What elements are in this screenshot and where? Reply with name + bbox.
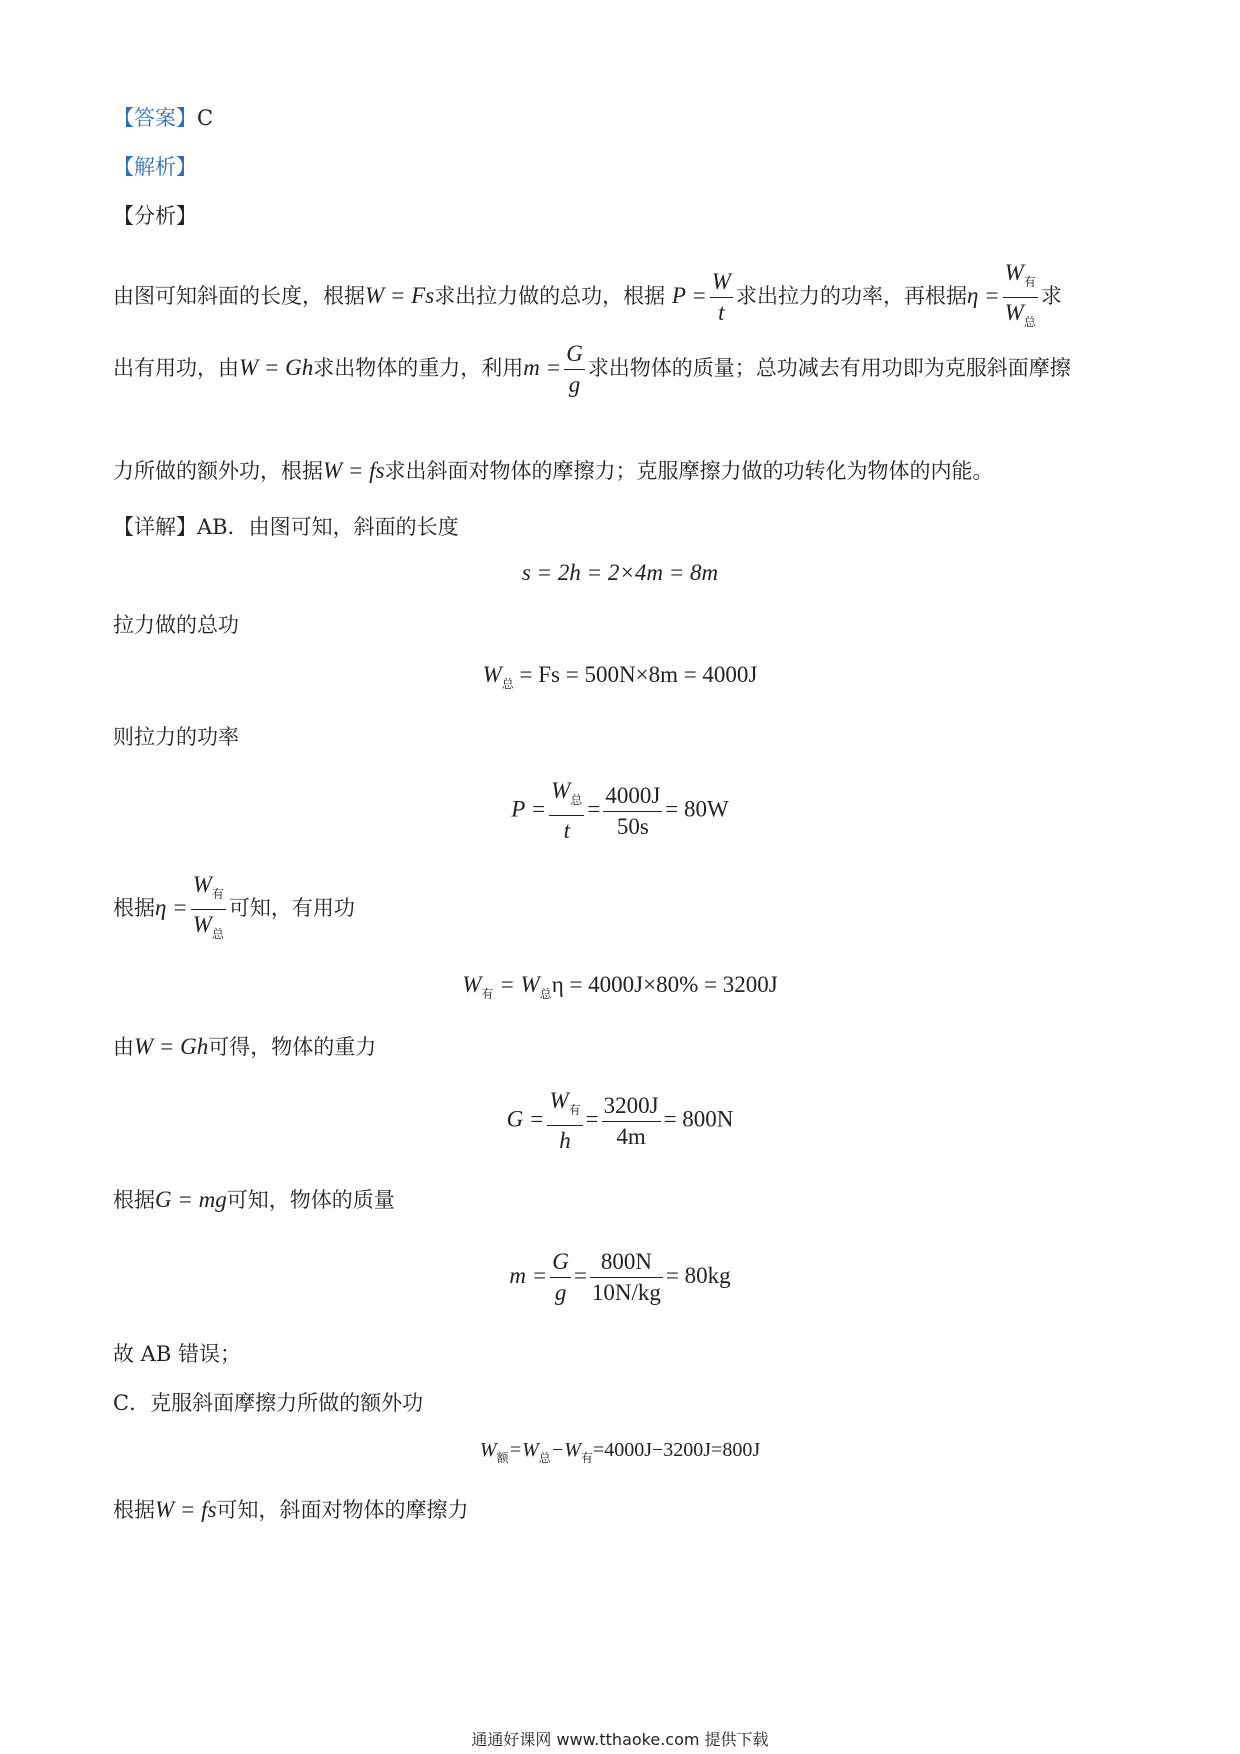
formula-w-gh: W = Gh	[239, 355, 314, 380]
fenxi-paragraph-line-1	[113, 258, 1062, 337]
subscript: 额	[496, 1451, 509, 1465]
frac-num: G	[550, 1247, 571, 1278]
subscript: 有	[1023, 275, 1036, 289]
frac-num: W	[551, 778, 571, 803]
subscript: 有	[211, 887, 224, 901]
page-footer: 通通好课网 www.tthaoke.com 提供下载	[471, 1730, 769, 1749]
eq-right: = 80W	[665, 796, 729, 822]
frac-den: g	[568, 372, 581, 397]
symbol-w: = W	[493, 972, 540, 997]
answer-label: 【答案】	[113, 106, 197, 130]
frac-num: 800N	[590, 1247, 663, 1278]
subscript: 总	[570, 793, 583, 807]
text-run: 可知，斜面对物体的摩擦力	[216, 1498, 469, 1522]
text-run: 由	[113, 1035, 134, 1059]
text-run: 求	[1040, 284, 1062, 308]
frac-num: W	[1004, 260, 1024, 285]
frac-den: t	[563, 818, 570, 843]
frac-num: W	[710, 267, 733, 298]
fraction-g-over-g	[564, 339, 585, 400]
equation-total-work	[0, 662, 1240, 692]
frac-den: t	[718, 300, 725, 325]
fraction-w-over-t	[549, 776, 584, 846]
formula-m-left: m =	[523, 355, 562, 380]
fraction-efficiency	[191, 870, 226, 949]
answer-line	[113, 103, 213, 133]
fraction-efficiency	[1003, 258, 1038, 337]
equation-length: s = 2h = 2×4m = 8m	[521, 560, 719, 585]
frac-den: h	[559, 1128, 571, 1153]
equation-mass: m = $\frac{G}{g}$ = $\frac{800N}{10N/kg}$ = 80kg	[0, 1247, 1240, 1308]
text-friction	[113, 1495, 469, 1525]
formula-w-fs: W = fs	[323, 458, 385, 483]
text-run: 求出拉力做的总功，根据	[434, 284, 666, 308]
frac-num: 4000J	[603, 781, 662, 812]
symbol-w: W	[482, 662, 502, 687]
text-power: 则拉力的功率	[113, 725, 239, 749]
equation-rest: η = 4000J×80% = 3200J	[551, 972, 778, 997]
eq-left: m =	[509, 1262, 548, 1288]
equation-power: P = $\frac{W_总}{t}$ = $\frac{4000J}{50s}$ = 80W	[0, 776, 1240, 846]
fenxi-paragraph-line-3	[113, 456, 994, 486]
formula-w-fs: W = Fs	[365, 283, 435, 308]
formula-p-left: P =	[671, 283, 707, 308]
text-run: 求出拉力的功率，再根据	[735, 284, 967, 308]
frac-num: G	[564, 339, 585, 370]
symbol-w: W	[479, 1439, 497, 1461]
frac-den: W	[1004, 300, 1024, 325]
formula-eta-left: η =	[155, 895, 188, 920]
equation-rest: =4000J−3200J=800J	[592, 1439, 761, 1461]
fraction-values	[602, 1091, 661, 1152]
subscript: 总	[501, 677, 514, 691]
eq-left: G =	[506, 1106, 545, 1132]
frac-den: W	[192, 912, 212, 937]
subscript: 有	[568, 1103, 581, 1117]
eq-right: = 800N	[663, 1106, 734, 1132]
subscript: 总	[1023, 315, 1036, 329]
text-run: 由图可知斜面的长度，根据	[113, 284, 365, 308]
text-run: 可得，物体的重力	[208, 1035, 377, 1059]
fraction-w-over-h	[547, 1086, 582, 1156]
text-option-c: C．克服斜面摩擦力所做的额外功	[113, 1391, 424, 1415]
eq-left: P =	[511, 796, 547, 822]
frac-den: g	[554, 1280, 567, 1305]
text-run: 力所做的额外功，根据	[113, 459, 323, 483]
text-run: 根据	[113, 896, 155, 920]
symbol-w: W	[462, 972, 482, 997]
subscript: 总	[211, 927, 224, 941]
text-run: 求出物体的重力，利用	[313, 356, 524, 380]
frac-num: W	[192, 872, 212, 897]
subscript: 总	[538, 1451, 551, 1465]
subscript: 总	[539, 987, 552, 1001]
xiangjie-heading: 【详解】AB．由图可知，斜面的长度	[113, 515, 459, 539]
formula-w-gh: W = Gh	[134, 1034, 209, 1059]
frac-den: 50s	[616, 813, 649, 839]
frac-num: 3200J	[602, 1091, 661, 1122]
jiexi-label: 【解析】	[113, 155, 197, 179]
symbol-w: −W	[550, 1439, 581, 1461]
subscript: 有	[580, 1451, 593, 1465]
text-total-work: 拉力做的总功	[113, 613, 239, 637]
answer-value: C	[197, 106, 214, 130]
text-run: 求出物体的质量；总功减去有用功即为克服斜面摩擦	[587, 356, 1071, 380]
text-useful-work	[113, 870, 355, 949]
eq-right: = 80kg	[665, 1262, 731, 1288]
text-run: 可知，有用功	[228, 896, 355, 920]
equation-useful-work	[0, 972, 1240, 1002]
text-run: 求出斜面对物体的摩擦力；克服摩擦力做的功转化为物体的内能。	[384, 459, 994, 483]
fraction-g-over-g	[550, 1247, 571, 1308]
formula-eta-left: η =	[966, 283, 1000, 308]
text-mass	[113, 1185, 395, 1215]
frac-den: 4m	[616, 1123, 646, 1149]
text-ab-wrong: 故 AB 错误；	[113, 1342, 241, 1366]
frac-num: W	[549, 1088, 569, 1113]
fenxi-paragraph-line-2	[113, 339, 1071, 400]
formula-w-fs: W = fs	[155, 1497, 217, 1522]
fraction-values	[603, 781, 662, 842]
text-run: 出有用功，由	[113, 356, 239, 380]
equation-rest: = Fs = 500N×8m = 4000J	[513, 662, 758, 687]
formula-g-mg: G = mg	[155, 1187, 227, 1212]
text-run: 根据	[113, 1498, 155, 1522]
text-run: 可知，物体的质量	[226, 1188, 395, 1212]
equation-weight: G = $\frac{W_有}{h}$ = $\frac{3200J}{4m}$ = 800N	[0, 1086, 1240, 1156]
fraction-w-over-t	[710, 267, 733, 328]
fraction-values	[590, 1247, 663, 1308]
text-weight	[113, 1032, 376, 1062]
fenxi-label: 【分析】	[113, 204, 197, 228]
frac-den: 10N/kg	[591, 1280, 661, 1305]
subscript: 有	[481, 987, 494, 1001]
equation-extra-work	[0, 1439, 1240, 1466]
symbol-w: =W	[508, 1439, 539, 1461]
text-run: 根据	[113, 1188, 155, 1212]
